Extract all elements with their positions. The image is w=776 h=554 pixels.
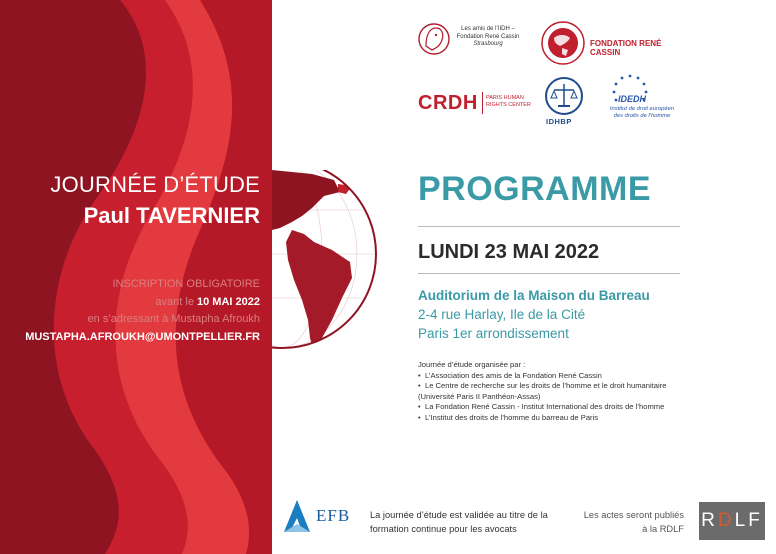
crdh-sub2: RIGHTS CENTER — [486, 102, 531, 108]
bullet-icon: • — [418, 370, 421, 380]
iidh-line1: Les amis de l’IIDH – — [461, 26, 515, 32]
inscription-required: INSCRIPTION OBLIGATOIRE — [112, 278, 260, 290]
venue-address-line1: 2-4 rue Harlay, Ile de la Cité — [418, 307, 586, 322]
iidh-line2: Fondation René Cassin — [456, 33, 520, 40]
deadline-date: 10 MAI 2022 — [197, 295, 260, 308]
crdh-subtitle — [486, 95, 531, 109]
idhbp-scales-icon — [544, 76, 584, 116]
event-date: LUNDI 23 MAI 2022 — [418, 241, 600, 263]
organiser-item-label: Le Centre de recherche sur les droits de l’homme et le droit humanitaire — [425, 381, 667, 390]
deadline-prefix: avant le — [155, 295, 198, 308]
idedh-sub1: Institut de droit européen — [609, 106, 675, 112]
efb-triangle-icon — [282, 498, 312, 534]
rdlf-d: D — [717, 510, 735, 531]
organiser-item-label: L’Association des amis de la Fondation René Cassin — [425, 370, 602, 380]
inscription-info — [25, 276, 260, 346]
crdh-sub1: PARIS HUMAN — [486, 95, 524, 101]
organisers-list — [418, 360, 718, 423]
organiser-item — [418, 413, 718, 424]
organisers-intro: Journée d’étude organisée par : — [418, 360, 526, 369]
left-panel — [0, 0, 272, 554]
crdh-logo-text: CRDH — [418, 92, 478, 114]
rdlf-lf: LF — [734, 510, 763, 531]
separator-top — [418, 226, 680, 227]
iidh-logo-text — [452, 26, 524, 49]
globe-illustration — [272, 170, 382, 370]
fondation-rene-cassin-globe-icon — [540, 20, 586, 66]
idedh-logo-text: IDEDH — [618, 94, 647, 104]
idedh-sub2: des droits de l’homme — [613, 113, 671, 119]
validation-line2: formation continue pour les avocats — [370, 524, 517, 534]
programme-heading: PROGRAMME — [418, 170, 652, 208]
crdh-divider — [482, 92, 483, 114]
venue-block — [418, 286, 650, 343]
bullet-icon: • — [418, 381, 421, 390]
event-title-line1: JOURNÉE D’ÉTUDE — [50, 172, 260, 197]
validation-note — [370, 508, 560, 536]
organiser-item-continuation: (Université Paris II Panthéon-Assas) — [418, 391, 541, 401]
inscription-contact: en s’adressant à Mustapha Afroukh — [87, 313, 260, 325]
rdlf-logo — [699, 502, 765, 540]
fondation-logo-text: FONDATION RENÉ CASSIN — [590, 39, 662, 57]
publication-note — [584, 508, 684, 536]
efb-logo — [282, 498, 350, 534]
separator-bottom — [418, 273, 680, 274]
efb-logo-text: EFB — [316, 506, 351, 525]
event-title-name: Paul TAVERNIER — [83, 203, 260, 228]
idhbp-logo-text: IDHBP — [546, 117, 572, 126]
organiser-item — [418, 381, 718, 392]
rdlf-r: R — [701, 510, 718, 531]
partner-logos — [410, 14, 690, 134]
bullet-icon: • — [418, 402, 421, 411]
rene-cassin-portrait-icon — [418, 20, 450, 58]
venue-address-line2: Paris 1er arrondissement — [418, 326, 569, 341]
organiser-item-label: L’Institut des droits de l’homme du barreau de Paris — [425, 412, 599, 422]
organiser-item — [418, 371, 718, 382]
organiser-item — [418, 402, 718, 413]
publication-line1: Les actes seront publiés — [583, 510, 684, 520]
validation-line1: La journée d’étude est validée au titre de la — [370, 510, 548, 520]
organiser-item-label: La Fondation René Cassin - Institut International des droits de l’homme — [425, 402, 665, 411]
event-title — [50, 170, 260, 232]
contact-email-link[interactable]: MUSTAPHA.AFROUKH@UMONTPELLIER.FR — [25, 330, 260, 343]
publication-line2: à la RDLF — [642, 524, 684, 534]
bullet-icon: • — [418, 412, 421, 422]
inscription-deadline — [25, 294, 260, 312]
iidh-line3: Strasbourg — [473, 41, 503, 47]
idedh-subtitle — [606, 106, 678, 120]
venue-name: Auditorium de la Maison du Barreau — [418, 288, 650, 303]
